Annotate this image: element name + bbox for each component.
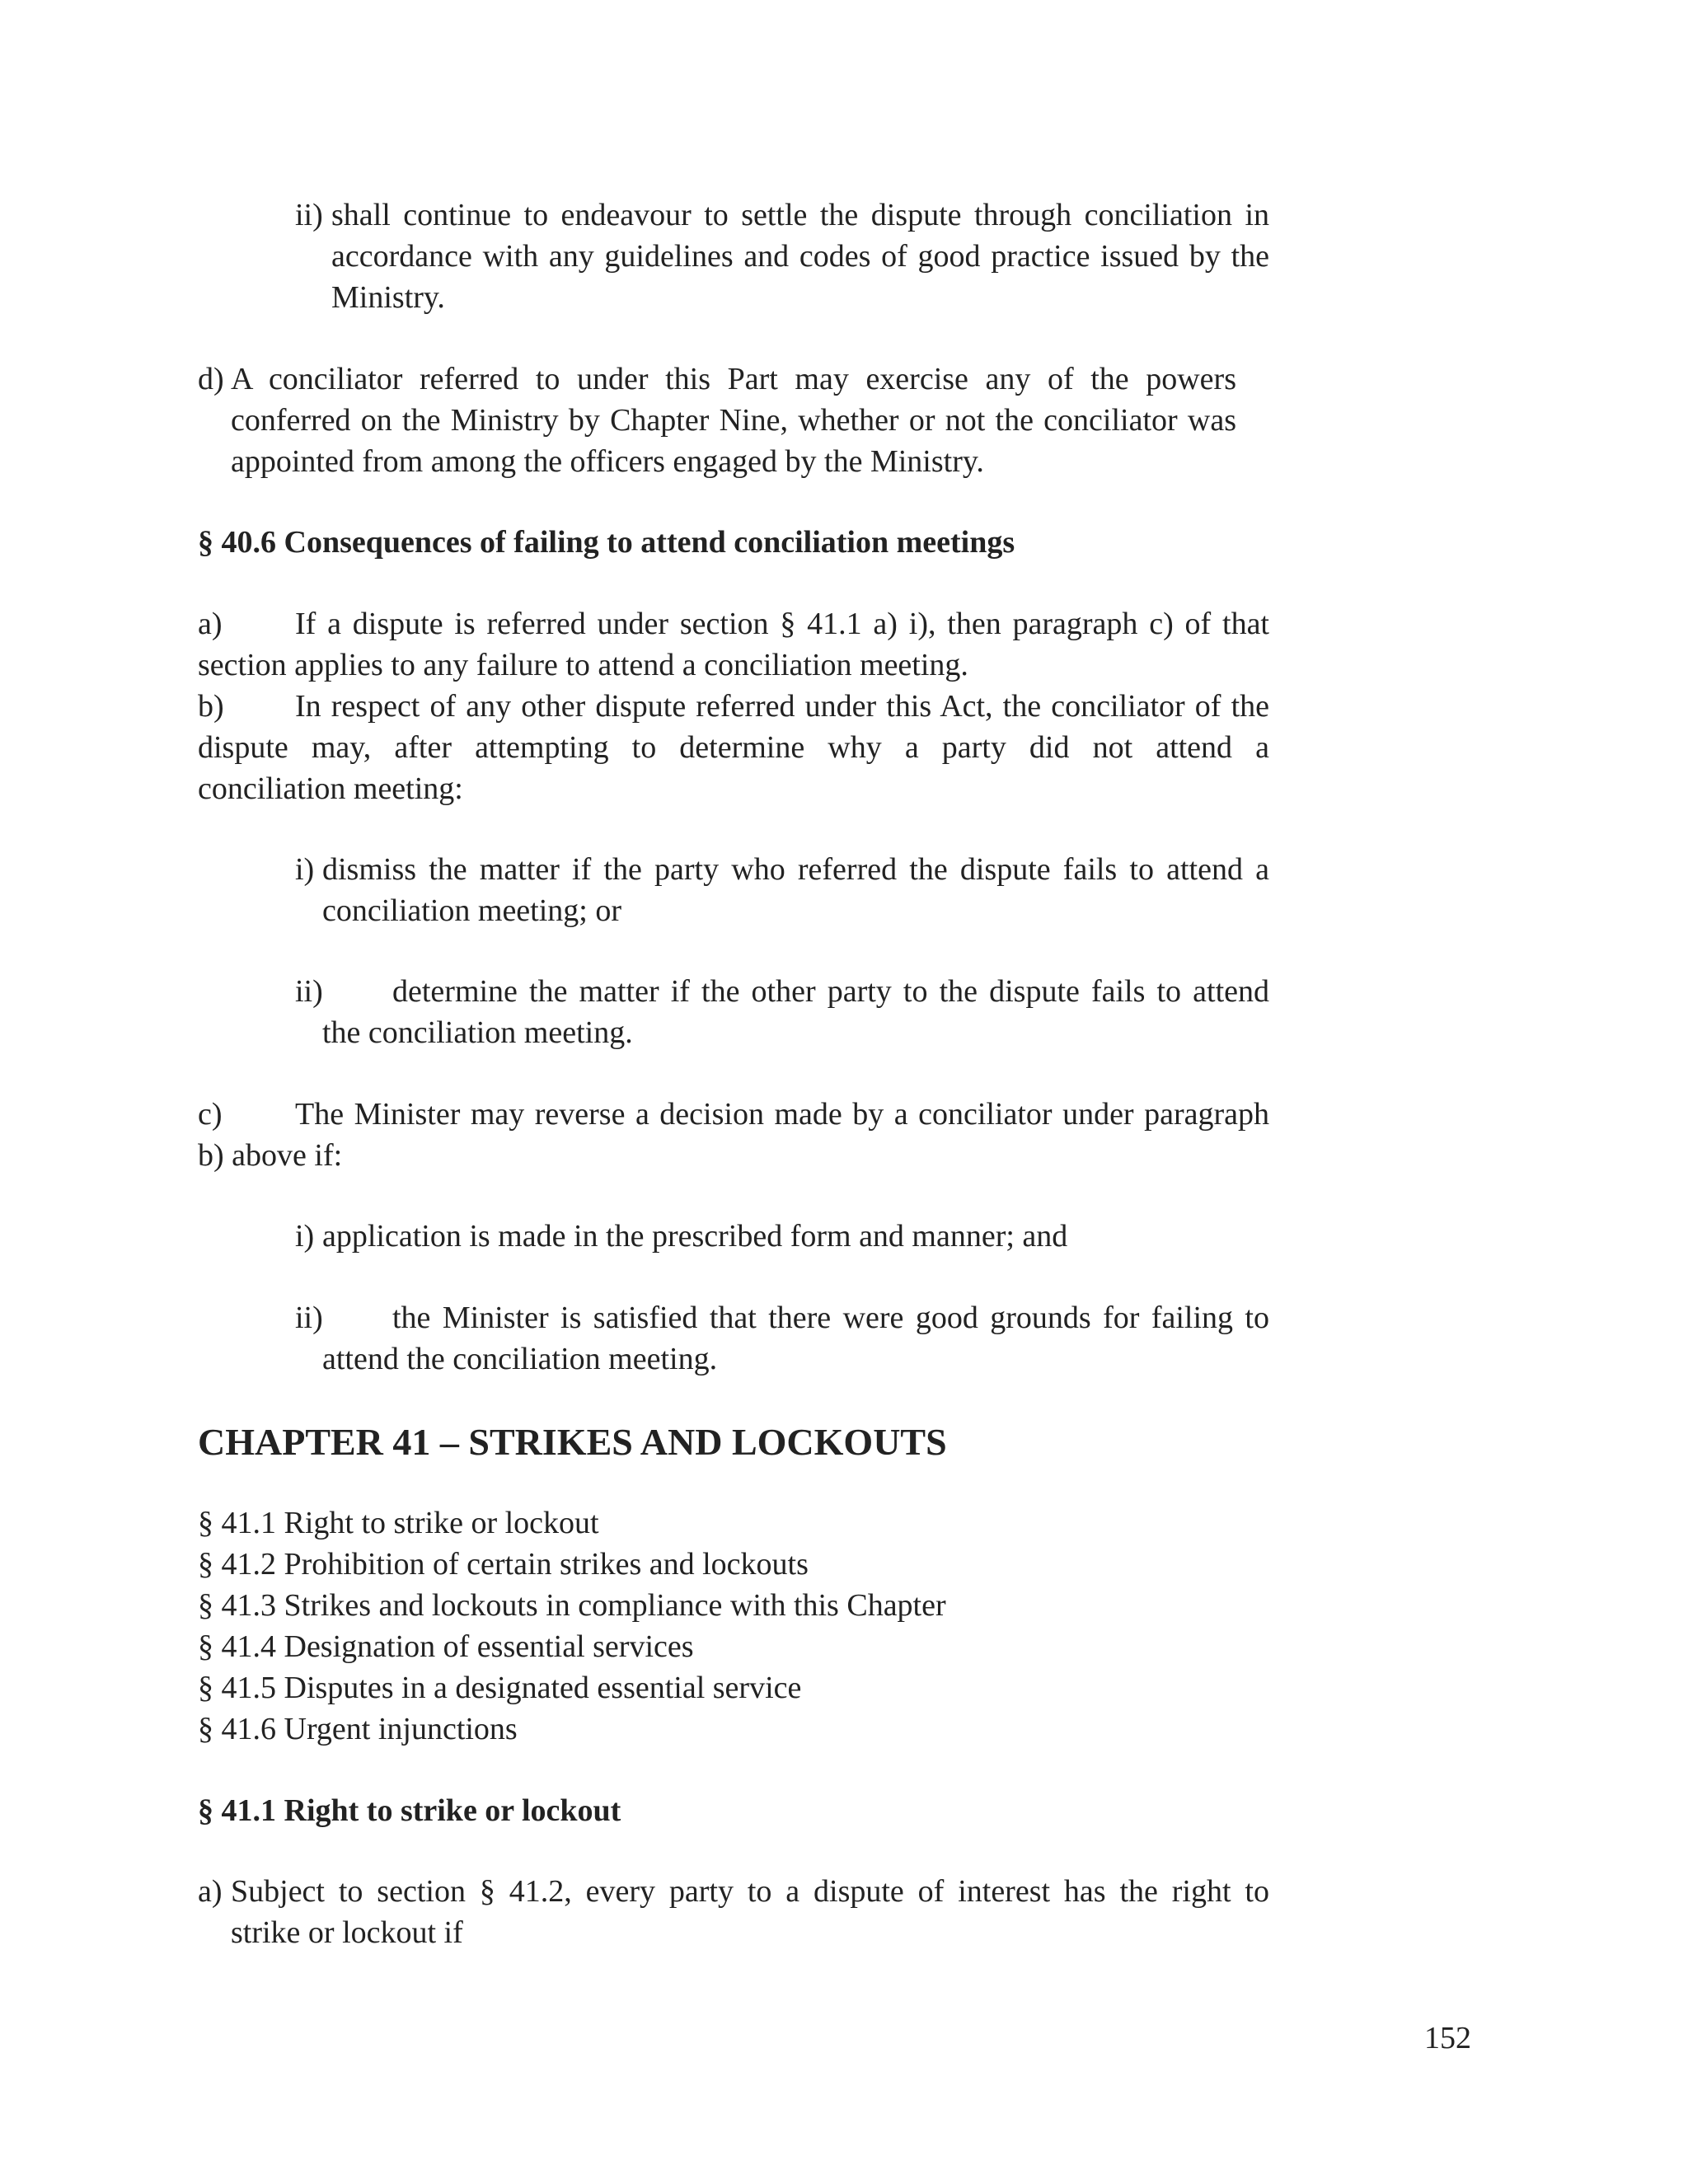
- s406-a-line2: section applies to any failure to attend a conciliation meeting.: [198, 648, 968, 682]
- s411-a-line1: Subject to section § 41.2, every party to a dispute of interest has the right to: [231, 1874, 1269, 1909]
- s406-ci-line1: application is made in the prescribed form and manner; and: [322, 1219, 1068, 1254]
- section-40-6-heading: § 40.6 Consequences of failing to attend conciliation meetings: [198, 525, 1015, 560]
- toc-item: § 41.4 Designation of essential services: [198, 1629, 694, 1664]
- s406-bii-line1: determine the matter if the other party to the dispute fails to attend: [392, 974, 1269, 1009]
- s406-bi-line2: conciliation meeting; or: [322, 893, 622, 928]
- s406-b-label: b): [198, 689, 224, 724]
- s406-c-line1: The Minister may reverse a decision made by a conciliator under paragraph: [295, 1097, 1269, 1132]
- para-d-label: d): [198, 362, 224, 396]
- page-number: 152: [1424, 2021, 1471, 2055]
- toc-item: § 41.6 Urgent injunctions: [198, 1712, 518, 1746]
- s406-a-label: a): [198, 607, 223, 641]
- s406-b-line3: conciliation meeting:: [198, 771, 463, 806]
- s406-bi-line1: dismiss the matter if the party who referred the dispute fails to attend a: [322, 852, 1269, 887]
- item-ii-line2: accordance with any guidelines and codes of good practice issued by the: [331, 239, 1269, 274]
- para-d-line2: conferred on the Ministry by Chapter Nine, whether or not the conciliator was: [231, 403, 1236, 438]
- s406-cii-line2: attend the conciliation meeting.: [322, 1342, 718, 1376]
- s406-ci-label: i): [295, 1219, 315, 1254]
- s406-bii-line2: the conciliation meeting.: [322, 1015, 633, 1050]
- s411-a-label: a): [198, 1874, 223, 1909]
- item-ii-line3: Ministry.: [331, 280, 445, 315]
- toc-item: § 41.5 Disputes in a designated essential service: [198, 1671, 802, 1705]
- section-41-1-heading: § 41.1 Right to strike or lockout: [198, 1793, 621, 1828]
- s406-c-line2: b) above if:: [198, 1138, 343, 1173]
- item-ii-label: ii): [295, 198, 323, 232]
- s406-c-label: c): [198, 1097, 223, 1132]
- item-ii-line1: shall continue to endeavour to settle the dispute through conciliation in: [331, 198, 1269, 232]
- s406-a-line1: If a dispute is referred under section § 41.1 a) i), then paragraph c) of that: [295, 607, 1269, 641]
- s406-cii-label: ii): [295, 1301, 323, 1335]
- toc-item: § 41.3 Strikes and lockouts in compliance with this Chapter: [198, 1588, 946, 1623]
- toc-item: § 41.2 Prohibition of certain strikes and lockouts: [198, 1547, 809, 1582]
- chapter-heading: CHAPTER 41 – STRIKES AND LOCKOUTS: [198, 1421, 947, 1463]
- s406-b-line1: In respect of any other dispute referred under this Act, the conciliator of the: [295, 689, 1269, 724]
- toc-item: § 41.1 Right to strike or lockout: [198, 1506, 599, 1540]
- s406-cii-line1: the Minister is satisfied that there were good grounds for failing to: [392, 1301, 1269, 1335]
- s406-bii-label: ii): [295, 974, 323, 1009]
- para-d-line1: A conciliator referred to under this Part may exercise any of the powers: [231, 362, 1236, 396]
- s406-b-line2: dispute may, after attempting to determine why a party did not attend a: [198, 730, 1269, 765]
- para-d-line3: appointed from among the officers engaged by the Ministry.: [231, 444, 984, 479]
- s411-a-line2: strike or lockout if: [231, 1915, 463, 1950]
- s406-bi-label: i): [295, 852, 315, 887]
